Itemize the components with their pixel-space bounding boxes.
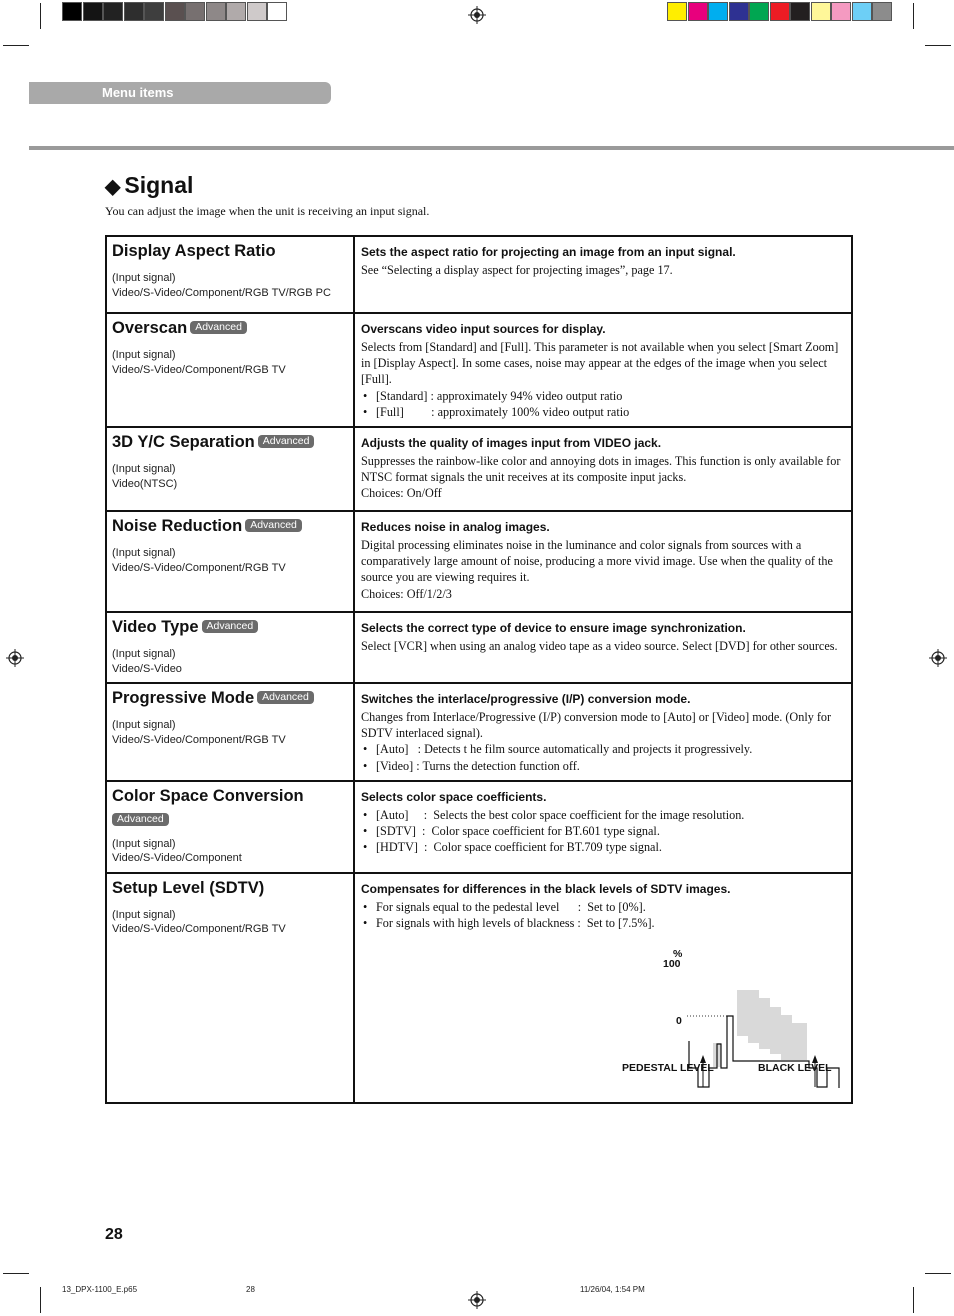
table-row (107, 426, 851, 510)
description-body: See “Selecting a display aspect for projecting images”, page 17. (361, 263, 673, 277)
crop-mark (40, 3, 41, 29)
bullet-body (376, 899, 646, 915)
advanced-badge: Advanced (190, 321, 247, 334)
advanced-badge: Advanced (258, 435, 315, 448)
gray-swatch (226, 2, 246, 21)
input-signal-label: (Input signal) (112, 837, 176, 850)
bullet-body (376, 823, 660, 839)
crop-mark (913, 1287, 914, 1313)
bullet-text: Turns the detection function off. (422, 758, 580, 773)
item-name-text: Progressive Mode (112, 689, 255, 708)
description-heading: Selects color space coefficients. (361, 789, 547, 804)
bullet-key: [Auto] : (376, 742, 425, 757)
choices-text: Choices: On/Off (361, 486, 442, 501)
description-heading: Overscans video input sources for display. (361, 322, 606, 336)
bullet-item (361, 899, 845, 915)
table-row (107, 780, 851, 872)
bullet-icon: • (363, 758, 368, 773)
description-cell (355, 314, 851, 426)
description-heading: Switches the interlace/progressive (I/P) conversion mode. (361, 692, 691, 707)
color-swatch (770, 2, 790, 21)
item-name (112, 432, 348, 453)
description-cell (355, 684, 851, 780)
gray-swatch (206, 2, 226, 21)
input-signal (112, 546, 348, 575)
description-body: Selects from [Standard] and [Full]. This parameter is not available when you select [Smart Zoom] in [Display Aspect]. In some cases, noise may appear at the edges of the image when you select [Full]. (361, 340, 839, 387)
color-swatch (852, 2, 872, 21)
description-cell (355, 874, 851, 1102)
bullet-text: Color space coefficient for BT.709 type signal. (433, 840, 662, 855)
registration-mark-icon (929, 649, 947, 667)
description-cell (355, 512, 851, 611)
bullet-body (376, 388, 622, 404)
bullet-icon: • (363, 840, 368, 855)
item-name-text: Color Space Conversion (112, 786, 304, 805)
bullet-item (361, 823, 845, 839)
item-name-text: Setup Level (SDTV) (112, 878, 265, 897)
page-title (105, 172, 193, 199)
table-row (107, 682, 851, 780)
diagram-unit-label: % (673, 948, 683, 961)
item-name (112, 241, 348, 262)
bullet-key: [Full] : (376, 404, 438, 419)
bullet-body (376, 758, 580, 774)
bullet-icon: • (363, 388, 368, 403)
input-signal-list: Video/S-Video (112, 662, 182, 675)
input-signal-label: (Input signal) (112, 547, 176, 560)
settings-table (105, 235, 853, 1104)
color-swatch (790, 2, 810, 21)
input-signal (112, 647, 348, 676)
bullet-key: [Standard] : (376, 388, 437, 403)
advanced-badge: Advanced (202, 620, 259, 633)
gray-swatch (144, 2, 164, 21)
item-name (112, 688, 348, 709)
input-signal-label: (Input signal) (112, 463, 176, 476)
color-swatch (729, 2, 749, 21)
item-name-text: Noise Reduction (112, 517, 243, 536)
bullet-item (361, 839, 845, 855)
description-cell (355, 428, 851, 510)
waveform-block (781, 1023, 807, 1060)
gray-swatch (103, 2, 123, 21)
item-name (112, 617, 348, 638)
bullet-item (361, 741, 845, 757)
color-swatch (688, 2, 708, 21)
registration-mark-icon (6, 649, 24, 667)
input-signal-label: (Input signal) (112, 648, 176, 661)
item-name-text: Display Aspect Ratio (112, 242, 276, 260)
bullet-key: [HDTV] : (376, 840, 434, 855)
bullet-key: For signals with high levels of blackness : (376, 916, 587, 931)
description-cell (355, 237, 851, 312)
footer-stamp: 11/26/04, 1:54 PM (580, 1285, 645, 1294)
item-cell (107, 237, 355, 312)
description-body: Digital processing eliminates noise in the luminance and color signals from sources with a comparatively large amount of noise, producing a more vivid image. Use when the quality of the source you are viewing requires it. (361, 538, 833, 585)
description-heading: Reduces noise in analog images. (361, 520, 550, 535)
crop-mark (3, 1273, 29, 1274)
advanced-badge: Advanced (257, 691, 314, 704)
description-heading: Selects the correct type of device to ensure image synchronization. (361, 621, 746, 636)
table-row (107, 237, 851, 312)
bullet-body (376, 741, 752, 757)
crop-mark (913, 3, 914, 29)
crop-mark (40, 1287, 41, 1313)
page-title-text: Signal (124, 172, 194, 198)
item-name (112, 878, 348, 899)
footer-page: 28 (246, 1285, 255, 1294)
bullet-text: Selects the best color space coefficient for the image resolution. (433, 807, 745, 822)
input-signal (112, 837, 348, 866)
item-cell (107, 874, 355, 1102)
black-level-label: BLACK LEVEL (758, 1062, 832, 1075)
input-signal (112, 271, 348, 300)
bullet-text: approximately 94% video output ratio (436, 388, 623, 403)
gray-swatch (83, 2, 103, 21)
diamond-icon: ◆ (105, 176, 121, 198)
input-signal-label: (Input signal) (112, 272, 176, 284)
footer-file: 13_DPX-1100_E.p65 (62, 1285, 138, 1294)
input-signal (112, 462, 348, 491)
table-row (107, 312, 851, 426)
bullet-body (376, 839, 662, 855)
bullet-item (361, 807, 845, 823)
input-signal (112, 348, 348, 377)
bullet-icon: • (363, 742, 368, 757)
color-swatch (708, 2, 728, 21)
input-signal-list: Video(NTSC) (112, 477, 178, 490)
bullet-text: Set to [7.5%]. (586, 916, 655, 931)
input-signal-label: (Input signal) (112, 908, 176, 921)
input-signal-list: Video/S-Video/Component/RGB TV (112, 561, 286, 574)
crop-mark (925, 45, 951, 46)
description-body: Select [VCR] when using an analog video tape as a video source. Select [DVD] for other sources. (361, 639, 838, 654)
item-name-text: Overscan (112, 319, 188, 337)
bullet-item (361, 758, 845, 774)
bullet-icon: • (363, 404, 368, 419)
description-cell (355, 782, 851, 872)
bullet-text: approximately 100% video output ratio (437, 404, 630, 419)
bullet-icon: • (363, 916, 368, 931)
diagram-zero-label: 0 (676, 1015, 682, 1028)
bullet-item (361, 404, 845, 420)
input-signal-list: Video/S-Video/Component/RGB TV (112, 363, 286, 376)
bullet-key: [Video] : (376, 758, 423, 773)
item-cell (107, 512, 355, 611)
table-row (107, 510, 851, 611)
bullet-key: [Auto] : (376, 807, 434, 822)
bullet-icon: • (363, 824, 368, 839)
item-cell (107, 314, 355, 426)
item-name-text: 3D Y/C Separation (112, 433, 255, 452)
item-cell (107, 428, 355, 510)
diagram-100-label: 100 (663, 958, 681, 971)
bullet-body (376, 807, 744, 823)
gray-swatch (62, 2, 82, 21)
item-cell (107, 613, 355, 682)
bullet-key: For signals equal to the pedestal level : (376, 899, 588, 914)
bullet-icon: • (363, 807, 368, 822)
gray-swatch (185, 2, 205, 21)
item-name (112, 786, 348, 828)
color-swatch (872, 2, 892, 21)
input-signal-list: Video/S-Video/Component/RGB TV/RGB PC (112, 286, 331, 299)
gray-swatch (267, 2, 287, 21)
item-name (112, 318, 348, 339)
color-swatch (811, 2, 831, 21)
item-cell (107, 782, 355, 872)
gray-swatch (247, 2, 267, 21)
choices-text: Choices: Off/1/2/3 (361, 586, 452, 601)
bullet-text: Detects t he film source automatically and projects it progressively. (424, 742, 753, 757)
input-signal-list: Video/S-Video/Component (112, 852, 242, 865)
intro-text: You can adjust the image when the unit is receiving an input signal. (105, 204, 430, 218)
description-heading: Compensates for differences in the black levels of SDTV images. (361, 881, 731, 896)
bullet-text: Set to [0%]. (587, 899, 646, 914)
section-tab (29, 82, 331, 104)
setup-level-diagram (361, 931, 845, 1096)
bullet-item (361, 388, 845, 404)
input-signal-list: Video/S-Video/Component/RGB TV (112, 923, 286, 936)
pedestal-level-label: PEDESTAL LEVEL (622, 1062, 714, 1075)
table-row (107, 872, 851, 1102)
registration-mark-icon (468, 6, 486, 24)
bullet-body (376, 915, 655, 931)
registration-mark-icon (468, 1291, 486, 1309)
description-body: Suppresses the rainbow-like color and annoying dots in images. This function is only available for NTSC format signals the unit receives at its composite input jacks. (361, 454, 841, 485)
header-rule (29, 146, 954, 150)
section-tab-label: Menu items (102, 85, 174, 100)
input-signal-label: (Input signal) (112, 349, 176, 361)
gray-swatch (165, 2, 185, 21)
color-swatch (831, 2, 851, 21)
item-name-text: Video Type (112, 618, 199, 637)
crop-mark (925, 1273, 951, 1274)
color-swatch (749, 2, 769, 21)
description-heading: Sets the aspect ratio for projecting an image from an input signal. (361, 245, 736, 259)
gray-swatch (124, 2, 144, 21)
table-row (107, 611, 851, 682)
description-body: Changes from Interlace/Progressive (I/P) conversion mode to [Auto] or [Video] mode. (Only for SDTV interlaced signal). (361, 710, 832, 741)
item-name (112, 516, 348, 537)
bullet-body (376, 404, 629, 420)
input-signal (112, 718, 348, 747)
advanced-badge: Advanced (112, 813, 169, 826)
description-heading: Adjusts the quality of images input from VIDEO jack. (361, 436, 662, 451)
crop-mark (3, 45, 29, 46)
item-cell (107, 684, 355, 780)
page-number: 28 (105, 1226, 123, 1243)
bullet-text: Color space coefficient for BT.601 type signal. (431, 824, 660, 839)
description-cell (355, 613, 851, 682)
input-signal (112, 908, 348, 937)
bullet-icon: • (363, 899, 368, 914)
input-signal-list: Video/S-Video/Component/RGB TV (112, 733, 286, 746)
color-swatch (667, 2, 687, 21)
bullet-item (361, 915, 845, 931)
advanced-badge: Advanced (245, 519, 302, 532)
input-signal-label: (Input signal) (112, 719, 176, 732)
bullet-key: [SDTV] : (376, 824, 432, 839)
